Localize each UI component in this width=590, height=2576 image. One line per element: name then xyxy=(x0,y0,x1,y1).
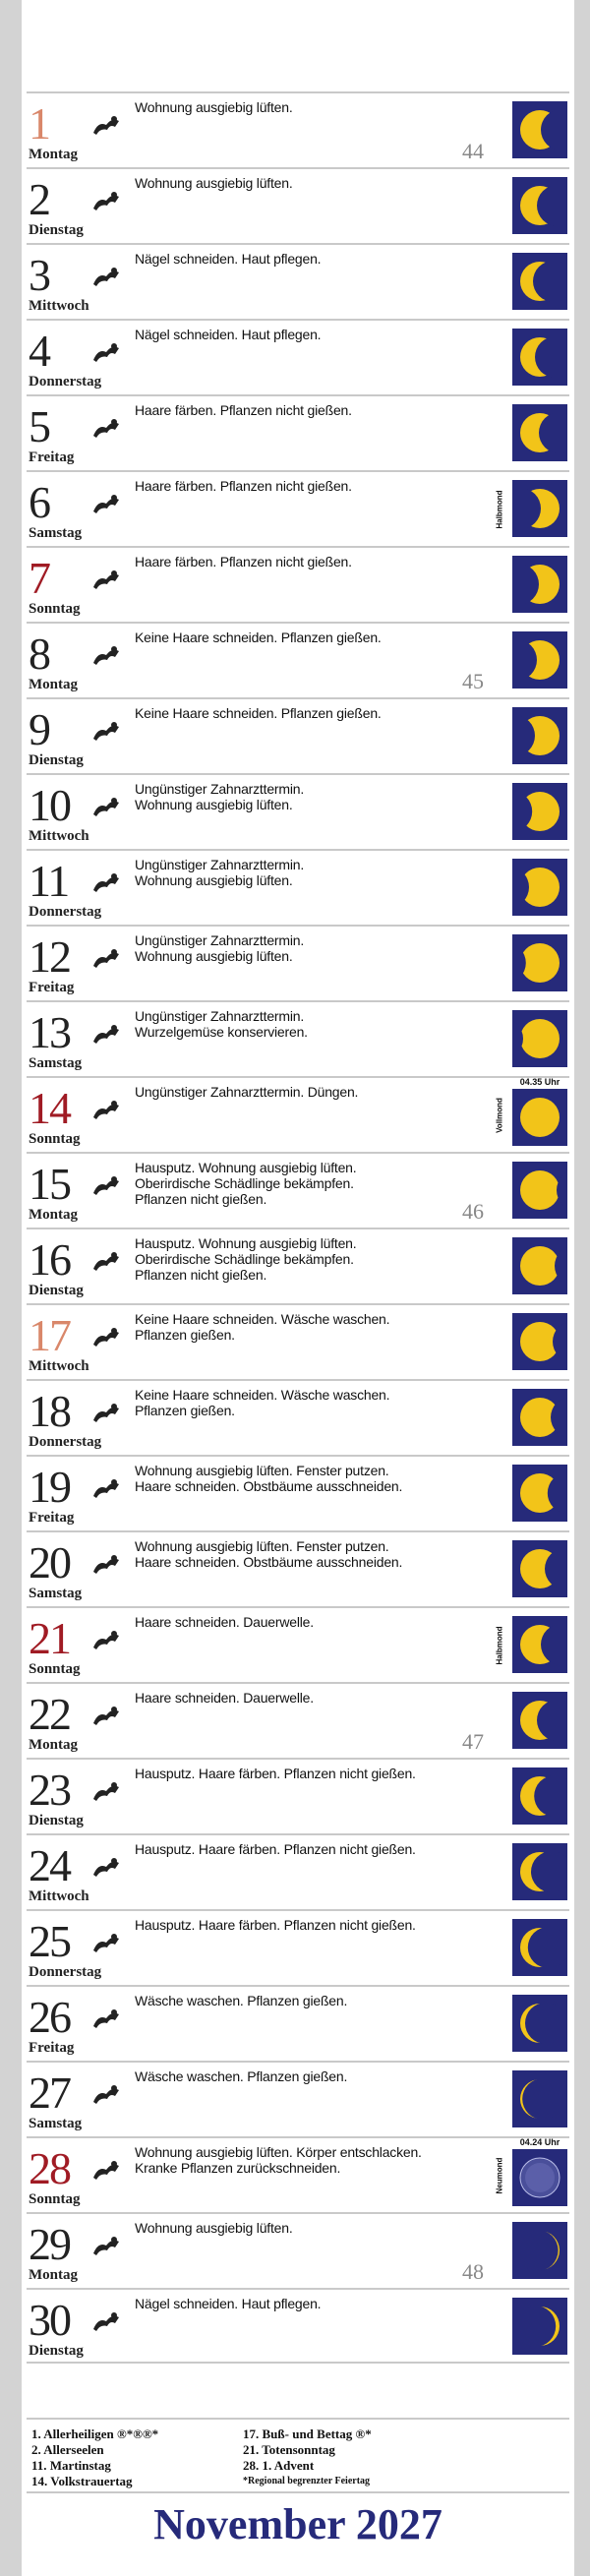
day-number: 2 xyxy=(29,174,49,224)
day-number: 30 xyxy=(29,2295,70,2345)
day-note: Wohnung ausgiebig lüften. xyxy=(135,99,293,115)
aries-icon xyxy=(90,795,122,820)
day-row xyxy=(27,773,569,849)
moon-icon xyxy=(512,2149,567,2206)
day-number: 12 xyxy=(29,931,70,982)
aries-icon xyxy=(90,870,122,896)
holiday-item: 21. Totensonntag xyxy=(243,2442,335,2457)
gemini-icon xyxy=(90,1173,122,1199)
day-number: 8 xyxy=(29,629,49,679)
sagittarius-icon xyxy=(90,2234,122,2259)
day-row xyxy=(27,243,569,319)
moon-phase-label: Neumond xyxy=(495,2157,504,2194)
moon-icon xyxy=(512,707,567,764)
day-number: 27 xyxy=(29,2067,70,2118)
moon-icon xyxy=(512,1465,567,1522)
moon-icon xyxy=(512,329,567,386)
day-note: Haare färben. Pflanzen nicht gießen. xyxy=(135,554,352,569)
day-number: 4 xyxy=(29,326,49,376)
moon-phase-label: Vollmond xyxy=(495,1098,504,1133)
weekday-label: Mittwoch xyxy=(29,1888,89,1904)
day-note: Haare färben. Pflanzen nicht gießen. xyxy=(135,478,352,494)
moon-icon xyxy=(512,1995,567,2052)
weekday-label: Mittwoch xyxy=(29,298,89,314)
weekday-label: Freitag xyxy=(29,2040,75,2056)
moon-phase-label: Halbmond xyxy=(495,1626,504,1665)
weekday-label: Dienstag xyxy=(29,752,84,768)
day-number: 20 xyxy=(29,1537,70,1588)
day-number: 19 xyxy=(29,1462,70,1512)
weekday-label: Sonntag xyxy=(29,601,81,617)
day-number: 13 xyxy=(29,1007,70,1057)
pisces-icon xyxy=(90,719,122,745)
weekday-label: Dienstag xyxy=(29,222,84,238)
weekday-label: Montag xyxy=(29,1207,78,1223)
day-row xyxy=(27,470,569,546)
day-number: 15 xyxy=(29,1159,70,1209)
moon-icon xyxy=(512,934,567,991)
weekday-label: Dienstag xyxy=(29,2343,84,2359)
day-row xyxy=(27,394,569,470)
libra-icon xyxy=(90,1931,122,1956)
leo-icon xyxy=(90,1552,122,1578)
moon-icon xyxy=(512,1692,567,1749)
day-number: 7 xyxy=(29,553,49,603)
moon-icon xyxy=(512,404,567,461)
day-number: 23 xyxy=(29,1765,70,1815)
holidays-left xyxy=(31,2426,158,2489)
moon-icon xyxy=(512,556,567,613)
moon-phase-label: Halbmond xyxy=(495,490,504,529)
holiday-top-divider xyxy=(27,2418,569,2420)
moon-icon xyxy=(512,101,567,158)
day-list xyxy=(27,91,569,2364)
day-note: Wäsche waschen. Pflanzen gießen. xyxy=(135,1993,348,2008)
moon-phase-time: 04.35 Uhr xyxy=(519,1077,560,1087)
virgo-icon xyxy=(90,1704,122,1729)
day-number: 26 xyxy=(29,1992,70,2042)
weekday-label: Samstag xyxy=(29,1586,83,1601)
moon-icon xyxy=(512,1237,567,1294)
day-number: 1 xyxy=(29,98,49,149)
day-number: 18 xyxy=(29,1386,70,1436)
scorpio-icon xyxy=(90,2082,122,2108)
aquarius-icon xyxy=(90,416,122,442)
weekday-label: Samstag xyxy=(29,2116,83,2131)
moon-icon xyxy=(512,177,567,234)
day-note: Haare schneiden. Dauerwelle. xyxy=(135,1690,314,1706)
day-note: Wohnung ausgiebig lüften. Fenster putzen. Haare schneiden. Obstbäume ausschneiden. xyxy=(135,1538,403,1570)
gemini-icon xyxy=(90,1249,122,1275)
day-note: Hausputz. Haare färben. Pflanzen nicht gießen. xyxy=(135,1766,416,1781)
moon-icon xyxy=(512,631,567,689)
day-note: Wohnung ausgiebig lüften. Fenster putzen. Haare schneiden. Obstbäume ausschneiden. xyxy=(135,1463,403,1494)
holiday-bottom-divider xyxy=(27,2491,569,2493)
day-note: Wäsche waschen. Pflanzen gießen. xyxy=(135,2068,348,2084)
day-note: Hausputz. Haare färben. Pflanzen nicht gießen. xyxy=(135,1841,416,1857)
weekday-label: Freitag xyxy=(29,1510,75,1526)
weekday-label: Freitag xyxy=(29,980,75,995)
moon-icon xyxy=(512,1010,567,1067)
day-number: 24 xyxy=(29,1840,70,1890)
day-number: 5 xyxy=(29,401,49,451)
day-number: 16 xyxy=(29,1234,70,1285)
day-note: Ungünstiger Zahnarzttermin. Düngen. xyxy=(135,1084,359,1100)
day-row xyxy=(27,1303,569,1379)
day-note: Keine Haare schneiden. Wäsche waschen. Pflanzen gießen. xyxy=(135,1311,390,1343)
day-note: Nägel schneiden. Haut pflegen. xyxy=(135,2296,322,2311)
moon-icon xyxy=(512,2298,567,2355)
week-number: 48 xyxy=(462,2259,484,2284)
day-row xyxy=(27,2288,569,2364)
aries-icon xyxy=(90,946,122,972)
day-note: Keine Haare schneiden. Wäsche waschen. Pflanzen gießen. xyxy=(135,1387,390,1418)
moon-icon xyxy=(512,253,567,310)
scorpio-icon xyxy=(90,2007,122,2032)
day-note: Ungünstiger Zahnarzttermin. Wohnung ausgiebig lüften. xyxy=(135,857,305,888)
day-note: Haare schneiden. Dauerwelle. xyxy=(135,1614,314,1630)
weekday-label: Mittwoch xyxy=(29,828,89,844)
day-number: 29 xyxy=(29,2219,70,2269)
weekday-label: Sonntag xyxy=(29,1131,81,1147)
day-number: 11 xyxy=(29,856,69,906)
holiday-item: 2. Allerseelen xyxy=(31,2442,104,2457)
cancer-icon xyxy=(90,1401,122,1426)
holiday-item: 11. Martinstag xyxy=(31,2458,111,2473)
weekday-label: Mittwoch xyxy=(29,1358,89,1374)
moon-icon xyxy=(512,1919,567,1976)
weekday-label: Donnerstag xyxy=(29,1434,102,1450)
day-row xyxy=(27,1379,569,1455)
moon-icon xyxy=(512,1313,567,1370)
day-row xyxy=(27,2136,569,2212)
day-row xyxy=(27,1530,569,1606)
day-note: Nägel schneiden. Haut pflegen. xyxy=(135,251,322,267)
capricorn-icon xyxy=(90,340,122,366)
day-note: Hausputz. Wohnung ausgiebig lüften. Oberirdische Schädlinge bekämpfen. Pflanzen nicht gießen. xyxy=(135,1160,357,1207)
day-number: 10 xyxy=(29,780,70,830)
day-row xyxy=(27,319,569,394)
day-row xyxy=(27,1152,569,1228)
day-note: Ungünstiger Zahnarzttermin. Wurzelgemüse konservieren. xyxy=(135,1008,308,1040)
day-row xyxy=(27,167,569,243)
day-row xyxy=(27,1000,569,1076)
day-note: Wohnung ausgiebig lüften. xyxy=(135,2220,293,2236)
week-number: 46 xyxy=(462,1199,484,1224)
weekday-label: Samstag xyxy=(29,525,83,541)
capricorn-icon xyxy=(90,265,122,290)
moon-icon xyxy=(512,1843,567,1900)
day-row xyxy=(27,1909,569,1985)
weekday-label: Samstag xyxy=(29,1055,83,1071)
holiday-item: 17. Buß- und Bettag ®* xyxy=(243,2426,372,2441)
taurus-icon xyxy=(90,1022,122,1048)
day-row xyxy=(27,697,569,773)
day-row xyxy=(27,1076,569,1152)
weekday-label: Montag xyxy=(29,147,78,162)
aquarius-icon xyxy=(90,568,122,593)
day-row xyxy=(27,1833,569,1909)
day-row xyxy=(27,546,569,622)
moon-icon xyxy=(512,1540,567,1597)
day-note: Wohnung ausgiebig lüften. xyxy=(135,175,293,191)
moon-icon xyxy=(512,1089,567,1146)
week-number: 45 xyxy=(462,669,484,693)
day-number: 22 xyxy=(29,1689,70,1739)
day-number: 25 xyxy=(29,1916,70,1966)
weekday-label: Dienstag xyxy=(29,1813,84,1828)
moon-icon xyxy=(512,783,567,840)
taurus-icon xyxy=(90,1098,122,1123)
weekday-label: Donnerstag xyxy=(29,1964,102,1980)
weekday-label: Montag xyxy=(29,677,78,692)
week-number: 44 xyxy=(462,139,484,163)
day-row xyxy=(27,91,569,167)
weekday-label: Sonntag xyxy=(29,1661,81,1677)
pisces-icon xyxy=(90,643,122,669)
day-row xyxy=(27,1985,569,2061)
moon-icon xyxy=(512,859,567,916)
weekday-label: Donnerstag xyxy=(29,374,102,389)
moon-icon xyxy=(512,1616,567,1673)
month-title: November 2027 xyxy=(153,2500,442,2548)
virgo-icon xyxy=(90,1628,122,1653)
day-row xyxy=(27,1758,569,1833)
weekday-label: Montag xyxy=(29,1737,78,1753)
moon-icon xyxy=(512,1389,567,1446)
day-row xyxy=(27,1455,569,1530)
day-row xyxy=(27,2212,569,2288)
day-note: Haare färben. Pflanzen nicht gießen. xyxy=(135,402,352,418)
day-note: Hausputz. Wohnung ausgiebig lüften. Oberirdische Schädlinge bekämpfen. Pflanzen nicht gießen. xyxy=(135,1235,357,1283)
day-number: 14 xyxy=(29,1083,70,1133)
day-number: 21 xyxy=(29,1613,70,1663)
holiday-item: 14. Volkstrauertag xyxy=(31,2474,133,2488)
day-note: Keine Haare schneiden. Pflanzen gießen. xyxy=(135,705,382,721)
day-row xyxy=(27,622,569,697)
day-note: Wohnung ausgiebig lüften. Körper entschlacken. Kranke Pflanzen zurückschneiden. xyxy=(135,2144,422,2176)
holiday-item: 1. Allerheiligen ®*®®* xyxy=(31,2426,159,2441)
capricorn-icon xyxy=(90,2309,122,2335)
sagittarius-icon xyxy=(90,113,122,139)
holidays-right xyxy=(243,2426,372,2489)
sagittarius-icon xyxy=(90,189,122,214)
day-row xyxy=(27,1606,569,1682)
day-number: 3 xyxy=(29,250,49,300)
day-number: 17 xyxy=(29,1310,70,1360)
weekday-label: Donnerstag xyxy=(29,904,102,920)
weekday-label: Montag xyxy=(29,2267,78,2283)
day-note: Hausputz. Haare färben. Pflanzen nicht gießen. xyxy=(135,1917,416,1933)
moon-icon xyxy=(512,1162,567,1219)
moon-icon xyxy=(512,2222,567,2279)
calendar-sheet xyxy=(22,0,574,2576)
weekday-label: Sonntag xyxy=(29,2191,81,2207)
day-note: Keine Haare schneiden. Pflanzen gießen. xyxy=(135,629,382,645)
day-note: Nägel schneiden. Haut pflegen. xyxy=(135,327,322,342)
day-row xyxy=(27,2061,569,2136)
day-row xyxy=(27,1228,569,1303)
weekday-label: Dienstag xyxy=(29,1283,84,1298)
moon-icon xyxy=(512,1767,567,1825)
week-number: 47 xyxy=(462,1729,484,1754)
sagittarius-icon xyxy=(90,2158,122,2184)
cancer-icon xyxy=(90,1325,122,1350)
aquarius-icon xyxy=(90,492,122,517)
libra-icon xyxy=(90,1779,122,1805)
day-number: 28 xyxy=(29,2143,70,2193)
moon-phase-time: 04.24 Uhr xyxy=(519,2137,560,2147)
holiday-item: 28. 1. Advent xyxy=(243,2458,315,2473)
day-note: Ungünstiger Zahnarzttermin. Wohnung ausgiebig lüften. xyxy=(135,781,305,812)
weekday-label: Freitag xyxy=(29,449,75,465)
leo-icon xyxy=(90,1476,122,1502)
day-note: Ungünstiger Zahnarzttermin. Wohnung ausgiebig lüften. xyxy=(135,932,305,964)
day-row xyxy=(27,1682,569,1758)
holiday-footnote: *Regional begrenzter Feiertag xyxy=(243,2476,371,2486)
day-row xyxy=(27,849,569,925)
libra-icon xyxy=(90,1855,122,1881)
day-number: 9 xyxy=(29,704,49,754)
moon-icon xyxy=(512,2070,567,2127)
moon-icon xyxy=(512,480,567,537)
day-number: 6 xyxy=(29,477,49,527)
day-row xyxy=(27,925,569,1000)
